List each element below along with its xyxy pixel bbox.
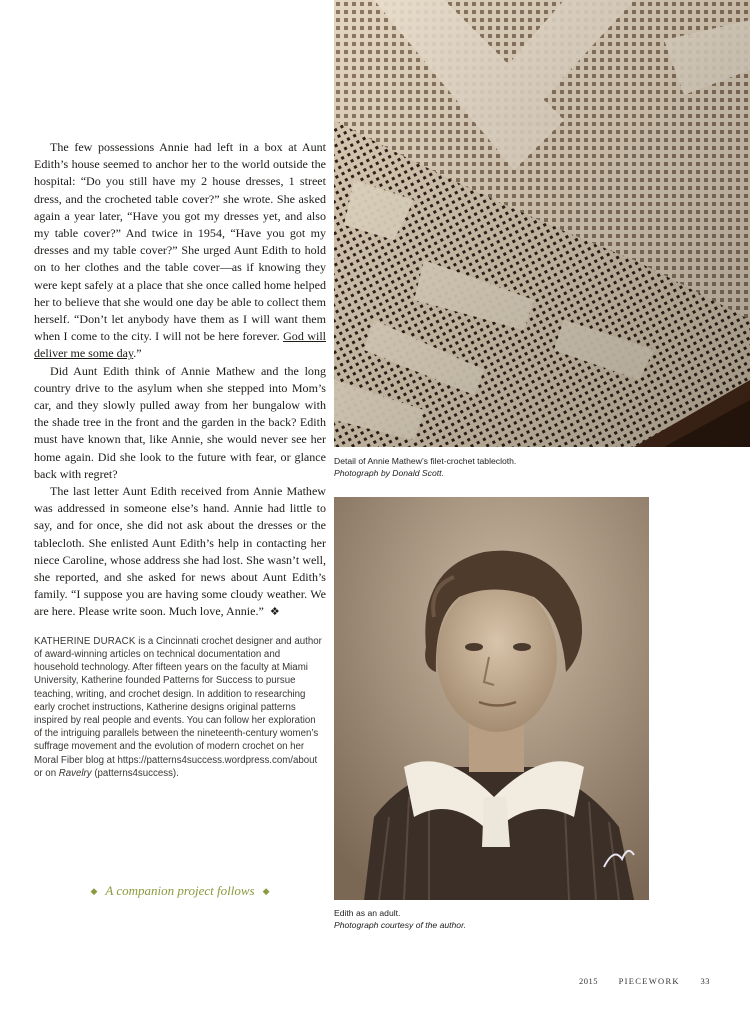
photo-credit: Photograph courtesy of the author. <box>334 920 467 930</box>
article-body <box>34 139 326 621</box>
footer-year: 2015 <box>578 976 598 986</box>
article-paragraph-2: Did Aunt Edith think of Annie Mathew and the long country drive to the asylum when she stepped into Mom’s car, and they slowly pulled away from her bungalow with the shade tree in the front and the garden in the back? Edith must have known that, like Annie, she would never see her home again. Did she look to the future with fear, or glance back with regret? <box>34 363 326 481</box>
page-footer <box>561 976 710 986</box>
caption-text: Detail of Annie Mathew’s filet-crochet tablecloth. <box>334 456 517 466</box>
end-mark-icon: ❖ <box>269 605 280 619</box>
footer-magazine: PIECEWORK <box>618 976 680 986</box>
author-bio: KATHERINE DURACK is a Cincinnati crochet designer and author of award-winning articles on technical documentation and household technology. After fifteen years on the faculty at Miami University, Katherine founded Patterns for Success to pursue teaching, writing, and crochet design. In addition to researching early crochet instructions, Katherine designs original patterns inspired by real people and events. You can follow her exploration of the intriguing parallels between the nineteenth-century women’s suffrage movement and the evolution of modern crochet on her Moral Fiber blog at https://patterns4success.wordpress.com/about or on Ravelry (patterns4success). <box>34 635 322 779</box>
portrait-caption <box>334 907 744 931</box>
tablecloth-caption <box>334 455 744 479</box>
companion-project-note: ◆ A companion project follows ◆ <box>90 883 270 898</box>
ravelry-label: Ravelry <box>58 767 92 779</box>
article-paragraph-3: The last letter Aunt Edith received from Annie Mathew was addressed in someone else’s hand. Annie had little to say, and for once, she did not ask about the dresses or the tablecloth. She enlisted Aunt Edith’s help in contacting her niece Caroline, whose address she had lost. She wasn’t well, she reported, and she asked for news about Aunt Edith’s family. “I suppose you are having some cloudy weather. We are here. Please write soon. Much love, Annie.” ❖ <box>34 484 326 619</box>
article-paragraph-1: The few possessions Annie had left in a box at Aunt Edith’s house seemed to anchor her to the world outside the hospital: “Do you still have my 2 house dresses, 1 street dress, and the crocheted table cover?” she wrote. She asked again a year later, “Have you got my dresses yet, and also my table cover?” And twice in 1954, “Have you got my dresses and my table cover?” She urged Aunt Edith to hold on to her clothes and the table cover—as if knowing they were kept safely at a place that she once called home helped her to believe that she would one day be able to collect them herself. “Don’t let anybody have them as I will want them when I come to the city. I will not be here forever. God will deliver me some day.” <box>34 140 327 361</box>
tablecloth-photo <box>334 0 750 447</box>
edith-portrait-photo <box>334 497 649 900</box>
article-column <box>34 139 326 780</box>
page-number: 33 <box>700 976 710 986</box>
diamond-icon: ◆ <box>262 886 270 896</box>
diamond-icon: ◆ <box>90 886 98 896</box>
author-name: KATHERINE DURACK <box>34 635 136 647</box>
caption-text: Edith as an adult. <box>334 908 401 918</box>
underlined-quote: God will deliver me some day <box>34 329 327 361</box>
photo-credit: Photograph by Donald Scott. <box>334 468 444 478</box>
